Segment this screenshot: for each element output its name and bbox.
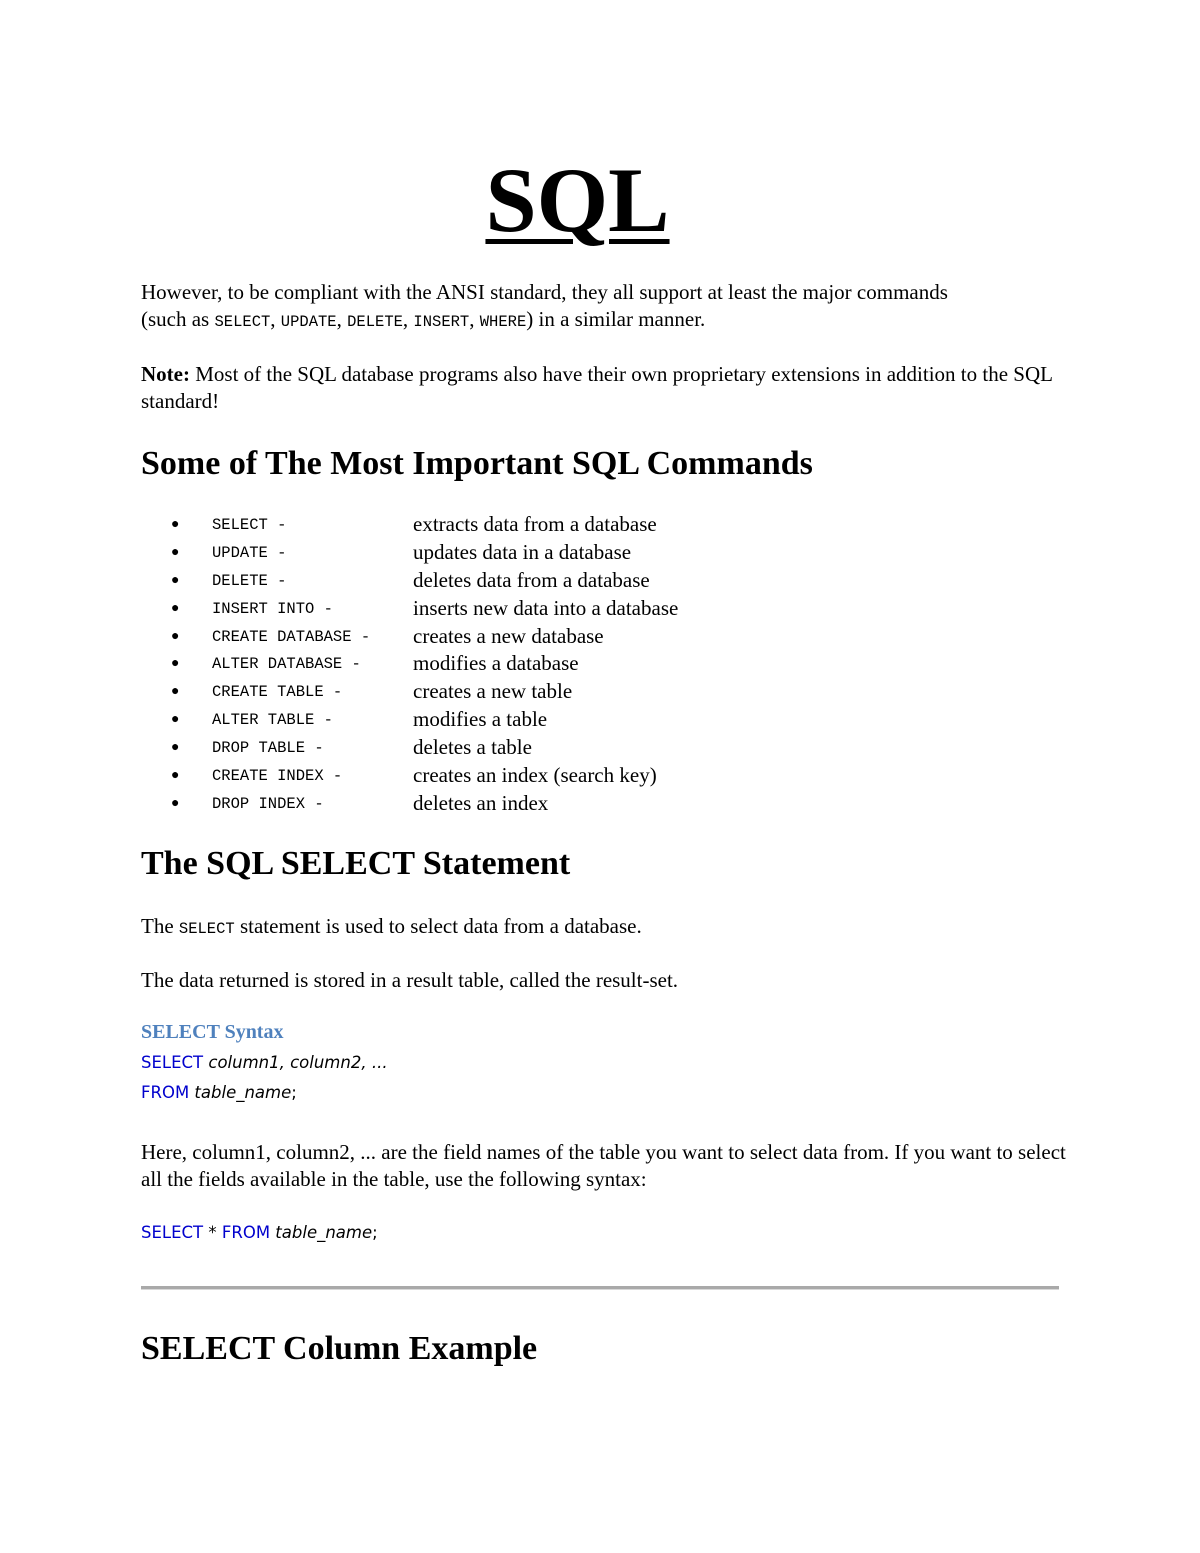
list-item: ● CREATE TABLE - creates a new table [141, 678, 841, 706]
syntax-line-2: FROM table_name; [141, 1083, 297, 1102]
list-item: ● ALTER TABLE - modifies a table [141, 706, 841, 734]
intro-paragraph [141, 279, 1071, 336]
bullet-icon: ● [171, 740, 180, 756]
list-item: ● ALTER DATABASE - modifies a database [141, 650, 841, 678]
list-item: ● INSERT INTO - inserts new data into a database [141, 595, 841, 623]
syntax-select-all: SELECT * FROM table_name; [141, 1223, 378, 1242]
bullet-icon: ● [171, 712, 180, 728]
select-statement-heading: The SQL SELECT Statement [141, 845, 571, 882]
explain-paragraph: Here, column1, column2, ... are the field names of the table you want to select data from. If you want to select all the fields available in the table, use the following syntax: [141, 1140, 1066, 1191]
cmd-update: UPDATE [280, 313, 337, 331]
list-item: ● DROP INDEX - deletes an index [141, 790, 841, 818]
intro-line-2: (such as SELECT, UPDATE, DELETE, INSERT, WHERE) in a similar manner. [141, 307, 706, 331]
cmd-delete: DELETE [347, 313, 403, 331]
bullet-icon: ● [171, 517, 180, 532]
cmd-where: WHERE [479, 313, 527, 331]
list-item: ● CREATE INDEX - creates an index (search key) [141, 762, 841, 790]
document-title: SQL [485, 149, 670, 251]
bullet-icon: ● [171, 572, 180, 588]
syntax-line-1: SELECT column1, column2, ... [141, 1053, 388, 1072]
example-heading: SELECT Column Example [141, 1330, 538, 1367]
bullet-icon: ● [171, 768, 180, 784]
bullet-icon: ● [171, 544, 180, 560]
note-label: Note: [141, 362, 190, 386]
cmd-select: SELECT [214, 313, 271, 331]
select-paragraph-1: The SELECT statement is used to select data from a database. [141, 914, 642, 938]
list-item: ● CREATE DATABASE - creates a new database [141, 623, 841, 651]
intro-line-1: However, to be compliant with the ANSI standard, they all support at least the major commands [141, 280, 948, 304]
horizontal-rule [141, 1286, 1059, 1290]
commands-heading: Some of The Most Important SQL Commands [141, 445, 813, 482]
list-item: ● DROP TABLE - deletes a table [141, 734, 841, 762]
bullet-icon: ● [171, 628, 180, 644]
note-text: Most of the SQL database programs also have their own proprietary extensions in addition to the SQL standard! [141, 362, 1053, 413]
list-item: ● DELETE - deletes data from a database [141, 567, 841, 595]
list-item: ● UPDATE - updates data in a database [141, 539, 841, 567]
commands-list [141, 511, 841, 818]
list-item: ● SELECT - extracts data from a database [141, 511, 841, 539]
bullet-icon: ● [171, 656, 180, 672]
bullet-icon: ● [171, 600, 180, 616]
note-paragraph [141, 361, 1071, 415]
syntax-heading: SELECT Syntax [141, 1021, 284, 1043]
bullet-icon: ● [171, 684, 180, 700]
bullet-icon: ● [171, 795, 180, 811]
cmd-insert: INSERT [413, 313, 470, 331]
select-paragraph-2: The data returned is stored in a result table, called the result-set. [141, 968, 679, 992]
